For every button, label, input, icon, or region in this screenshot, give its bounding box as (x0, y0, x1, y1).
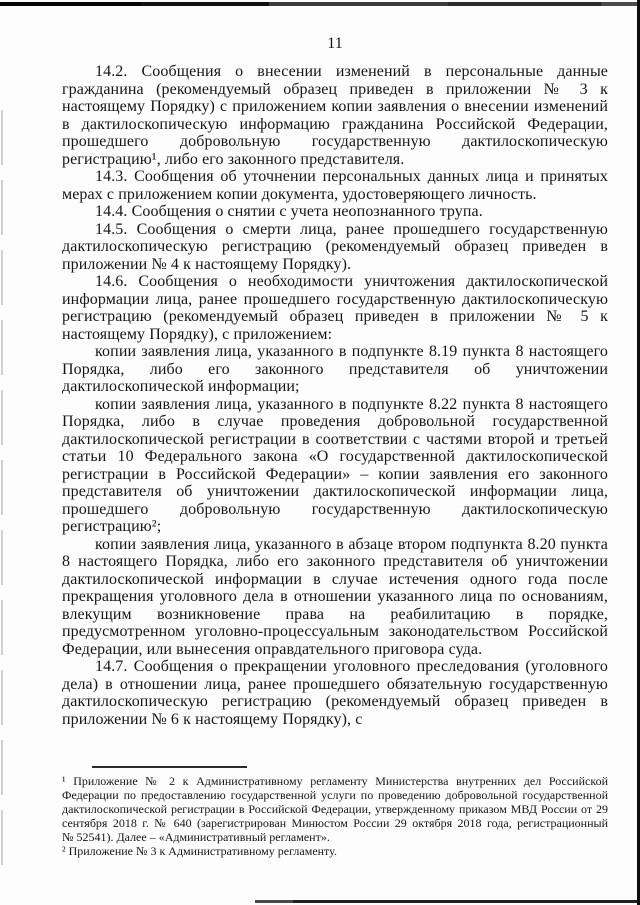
paragraph-14-6-item-2: копии заявления лица, указанного в подпункте 8.22 пункта 8 настоящего Порядка, либо в случае проведения добровольной государственной дактилоскопической регистрации в соответствии с частями второй и третьей статьи 10 Федерального закона «О государственной дактилоскопической регистрации в Российской Федерации» – копии заявления его законного представителя об уничтожении дактилоскопической информации лица, прошедшего добровольную государственную дактилоскопическую регистрацию²; (62, 395, 608, 535)
page-number: 11 (327, 35, 343, 52)
paragraph-14-5: 14.5. Сообщения о смерти лица, ранее прошедшего государственную дактилоскопическую регистрацию (рекомендуемый образец приведен в приложении № 4 к настоящему Порядку). (62, 220, 608, 273)
document-body (62, 63, 608, 728)
scan-left-border (1, 110, 3, 870)
scan-bottom-border (255, 900, 637, 903)
scan-top-border (0, 2, 640, 6)
paragraph-14-3: 14.3. Сообщения об уточнении персональных данных лица и принятых мерах с приложением копии документа, удостоверяющего личность. (62, 168, 608, 203)
footnote-2: ² Приложение № 3 к Административному регламенту. (62, 844, 337, 858)
paragraph-14-7: 14.7. Сообщения о прекращении уголовного преследования (уголовного дела) в отношении лица, ранее прошедшего обязательную государственную дактилоскопическую регистрацию (рекомендуемый образец приведен в приложении № 6 к настоящему Порядку), с (62, 658, 608, 728)
footnote-separator (92, 766, 247, 768)
paragraph-14-6-item-3: копии заявления лица, указанного в абзаце втором подпункта 8.20 пункта 8 настоящего Порядка, либо его законного представителя об уничтожении дактилоскопической информации в случае истечения одного года после прекращения уголовного дела в отношении указанного лица по основаниям, влекущим возникновение права на реабилитацию в порядке, предусмотренном уголовно-процессуальным законодательством Российской Федерации, или вынесения оправдательного приговора суда. (62, 535, 608, 658)
paragraph-14-2: 14.2. Сообщения о внесении изменений в персональные данные гражданина (рекомендуемый образец приведен в приложении № 3 к настоящему Порядку) с приложением копии заявления о внесении изменений в дактилоскопическую информацию гражданина Российской Федерации, прошедшего добровольную государственную дактилоскопическую регистрацию¹, либо его законного представителя. (62, 63, 608, 168)
paragraph-14-6-item-1: копии заявления лица, указанного в подпункте 8.19 пункта 8 настоящего Порядка, либо его законного представителя об уничтожении дактилоскопической информации; (62, 343, 608, 395)
paragraph-14-6: 14.6. Сообщения о необходимости уничтожения дактилоскопической информации лица, ранее прошедшего государственную дактилоскопическую регистрацию (рекомендуемый образец приведен в приложении № 5 к настоящему Порядку), с приложением: (62, 273, 608, 343)
footnotes-block (62, 774, 608, 858)
paragraph-14-4: 14.4. Сообщения о снятии с учета неопознанного трупа. (95, 203, 483, 220)
footnote-1: ¹ Приложение № 2 к Административному регламенту Министерства внутренних дел Российской Федерации по предоставлению государственной услуги по проведению добровольной государственной дактилоскопической регистрации в Российской Федерации, утвержденному приказом МВД России от 29 сентября 2018 г. № 640 (зарегистрирован Минюстом России 29 октября 2018 года, регистрационный № 52541). Далее – «Административный регламент». (62, 774, 608, 844)
